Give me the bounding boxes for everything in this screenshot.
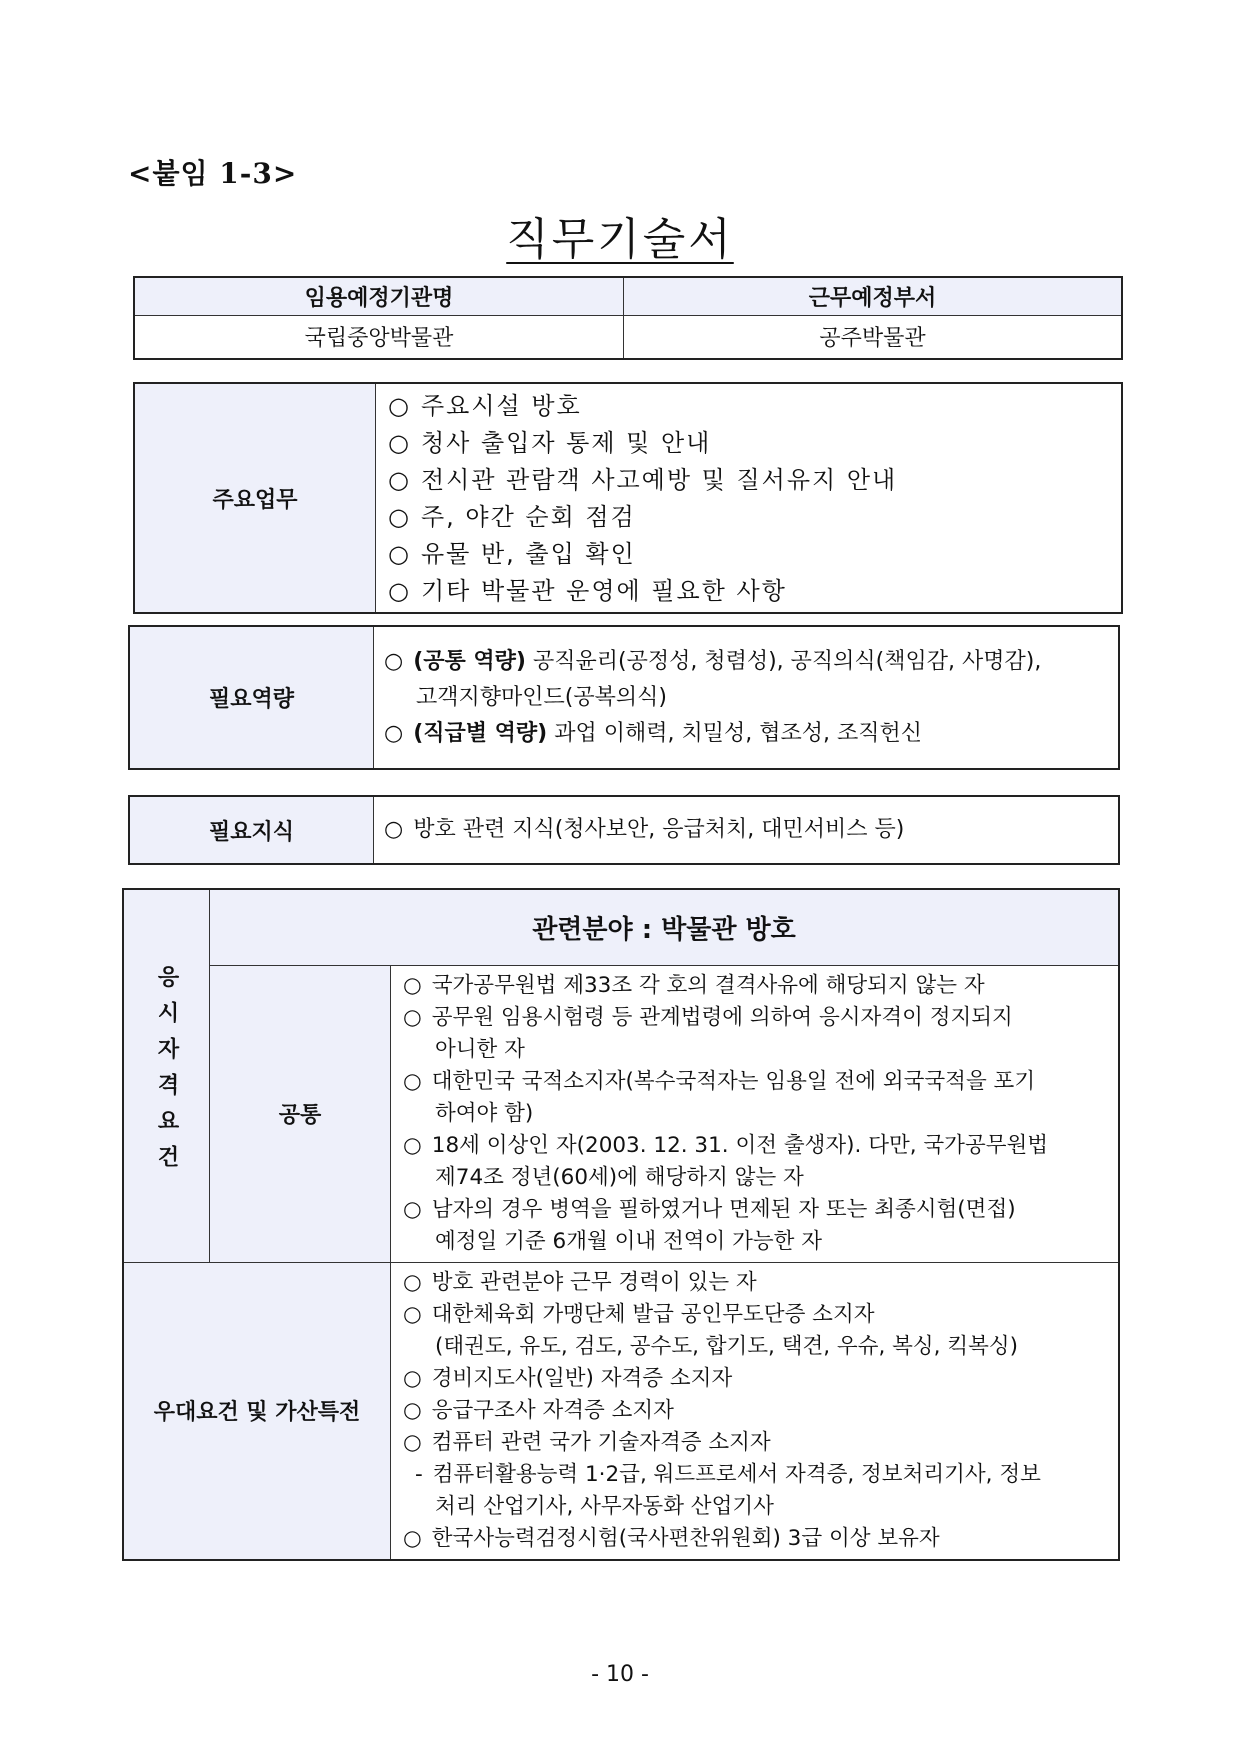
agency-header: 임용예정기관명 <box>134 277 624 315</box>
duty-item: ○ 주요시설 방호 <box>388 392 582 420</box>
duty-item: ○ 전시관 관람객 사고예방 및 질서유지 안내 <box>388 466 898 494</box>
preferential-subline: - 컴퓨터활용능력 1·2급, 워드프로세서 자격증, 정보처리기사, 정보 <box>415 1461 1041 1487</box>
preferential-list <box>391 1262 1120 1560</box>
requirement-line: ○ 국가공무원법 제33조 각 호의 결격사유에 해당되지 않는 자 <box>403 972 985 998</box>
preferential-label: 우대요건 및 가산특전 <box>123 1262 391 1560</box>
attachment-label: <붙임 1-3> <box>128 157 298 190</box>
duty-item: ○ 유물 반, 출입 확인 <box>388 540 636 568</box>
preferential-line: 처리 산업기사, 사무자동화 산업기사 <box>435 1493 774 1519</box>
main-duties-label: 주요업무 <box>134 383 376 613</box>
preferential-line: (태권도, 유도, 검도, 공수도, 합기도, 택견, 우슈, 복싱, 킥복싱) <box>435 1333 1019 1359</box>
knowledge-label: 필요지식 <box>129 796 374 864</box>
knowledge-content: ○ 방호 관련 지식(청사보안, 응급처치, 대민서비스 등) <box>374 796 1120 864</box>
agency-value: 국립중앙박물관 <box>134 315 624 359</box>
eligibility-side-label: 응시자격요건 <box>123 889 210 1262</box>
department-value: 공주박물관 <box>624 315 1123 359</box>
preferential-line: ○ 한국사능력검정시험(국사편찬위원회) 3급 이상 보유자 <box>403 1525 940 1551</box>
preferential-line: ○ 대한체육회 가맹단체 발급 공인무도단증 소지자 <box>403 1301 875 1327</box>
common-requirements <box>391 965 1120 1262</box>
requirement-line: ○ 대한민국 국적소지자(복수국적자는 임용일 전에 외국국적을 포기 <box>403 1068 1036 1094</box>
preferential-line: ○ 응급구조사 자격증 소지자 <box>403 1397 674 1423</box>
requirement-line: ○ 남자의 경우 병역을 필하였거나 면제된 자 또는 최종시험(면접) <box>403 1196 1016 1222</box>
requirement-line: 예정일 기준 6개월 이내 전역이 가능한 자 <box>435 1228 822 1254</box>
main-duties-list <box>376 383 1123 613</box>
duty-item: ○ 주, 야간 순회 점검 <box>388 503 636 531</box>
duty-item: ○ 청사 출입자 통제 및 안내 <box>388 429 712 457</box>
page-number: - 10 - <box>591 1662 649 1687</box>
header-table <box>133 276 1123 360</box>
competency-content <box>374 626 1120 769</box>
common-competency-cont: 고객지향마인드(공복의식) <box>416 684 667 710</box>
eligibility-table <box>122 888 1120 1561</box>
requirement-line: 아니한 자 <box>435 1036 525 1062</box>
requirement-line: ○ 공무원 임용시험령 등 관계법령에 의하여 응시자격이 정지되지 <box>403 1004 1013 1030</box>
requirement-line: 제74조 정년(60세)에 해당하지 않는 자 <box>435 1164 804 1190</box>
document-title-text: 직무기술서 <box>506 214 734 265</box>
preferential-line: ○ 방호 관련분야 근무 경력이 있는 자 <box>403 1269 757 1295</box>
requirement-line: 하여야 함) <box>435 1100 534 1126</box>
common-label: 공통 <box>210 965 391 1262</box>
knowledge-table <box>128 795 1120 865</box>
document-title <box>0 203 1240 267</box>
duty-item: ○ 기타 박물관 운영에 필요한 사항 <box>388 577 787 605</box>
main-duties-table <box>133 382 1123 614</box>
field-title: 관련분야 : 박물관 방호 <box>210 889 1120 965</box>
preferential-line: ○ 경비지도사(일반) 자격증 소지자 <box>403 1365 733 1391</box>
common-competency: ○ (공통 역량) 공직윤리(공정성, 청렴성), 공직의식(책임감, 사명감), <box>384 648 1042 674</box>
grade-competency: ○ (직급별 역량) 과업 이해력, 치밀성, 협조성, 조직헌신 <box>384 720 922 746</box>
requirement-line: ○ 18세 이상인 자(2003. 12. 31. 이전 출생자). 다만, 국가공무원법 <box>403 1132 1049 1158</box>
competency-table <box>128 625 1120 770</box>
competency-label: 필요역량 <box>129 626 374 769</box>
preferential-line: ○ 컴퓨터 관련 국가 기술자격증 소지자 <box>403 1429 771 1455</box>
department-header: 근무예정부서 <box>624 277 1123 315</box>
